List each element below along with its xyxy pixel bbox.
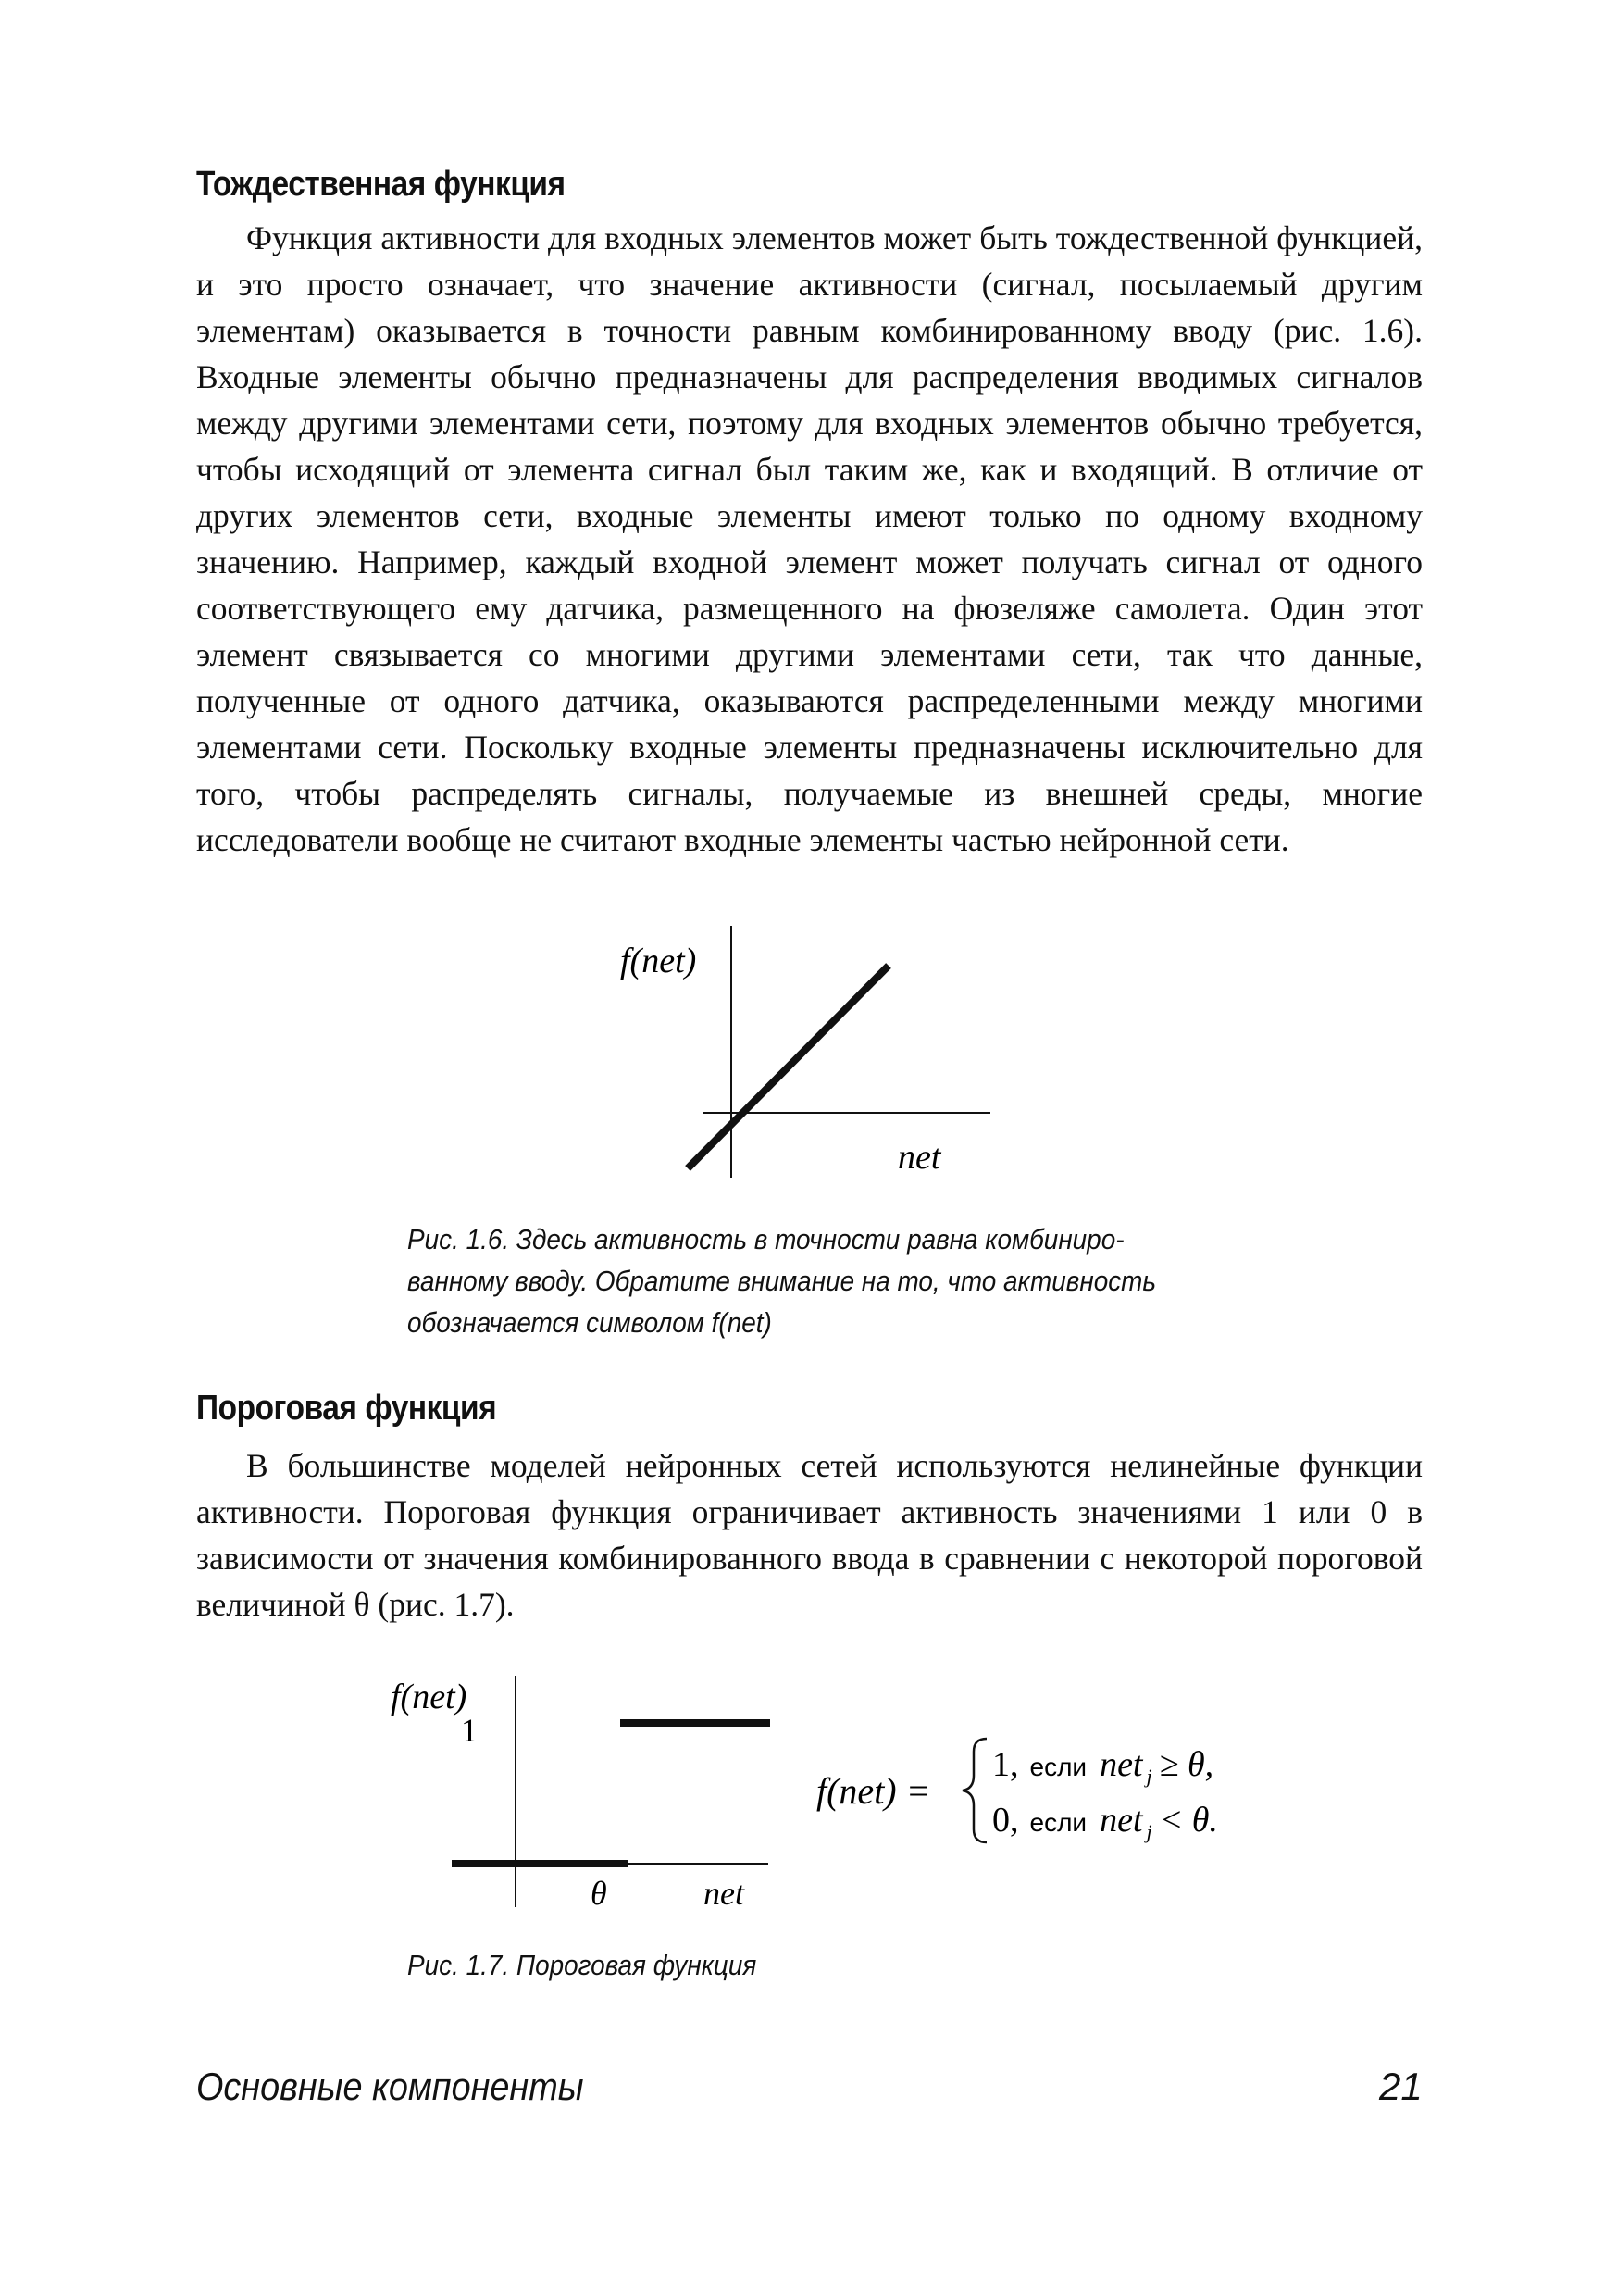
formula-case2 <box>992 1801 1218 1843</box>
x-axis-label: net <box>703 1875 744 1912</box>
section-heading-threshold: Пороговая функция <box>196 1389 497 1428</box>
paragraph-threshold-text: В большинстве моделей нейронных сетей используются нелинейные функции активности. Пороговая функция ограничивает активность значениями 1 или 0 в зависимости от значения комбинированного ввода в сравнении с некоторой пороговой величиной θ (рис. 1.7). <box>196 1447 1423 1623</box>
threshold-formula <box>815 1731 1250 1852</box>
case2-cond: net <box>1100 1801 1143 1840</box>
case2-sub: j <box>1146 1820 1152 1843</box>
y-axis-label: f(net) <box>391 1678 467 1716</box>
x-axis-label: net <box>898 1138 941 1177</box>
caption-line: Рис. 1.6. Здесь активность в точности равна комбиниро- <box>407 1223 1125 1255</box>
paragraph-identity <box>196 215 1423 863</box>
y-tick-label: 1 <box>461 1712 478 1749</box>
identity-line <box>688 966 889 1168</box>
caption-line: ванному вводу. Обратите внимание на то, что активность <box>407 1265 1157 1297</box>
page-number: 21 <box>1379 2065 1423 2108</box>
case1-cond: net <box>1100 1745 1143 1784</box>
case2-word: если <box>1029 1808 1088 1837</box>
figure-identity-caption <box>407 1218 1156 1343</box>
figure-identity-chart <box>592 926 1000 1204</box>
section-heading-identity: Тождественная функция <box>196 165 566 204</box>
figure-threshold-chart <box>370 1662 787 1921</box>
case1-word: если <box>1029 1753 1088 1781</box>
case1-value: 1, <box>992 1745 1019 1784</box>
formula-lhs: f(net) = <box>816 1770 931 1812</box>
x-tick-threshold: θ <box>591 1875 607 1912</box>
y-axis-label: f(net) <box>620 942 697 980</box>
formula-case1 <box>992 1745 1213 1788</box>
paragraph-identity-text: Функция активности для входных элементов может быть тождественной функцией, и это просто означает, что значение активности (сигнал, посылаемый другим элементам) оказывается в точности равным комбинированному вводу (рис. 1.6). Входные элементы обычно предназначены для распределения вводимых сигналов между другими элементами сети, поэтому для входных элементов обычно требуется, чтобы исходящий от элемента сигнал был таким же, как и входящий. В отличие от других элементов сети, входные элементы имеют только по одному входному значению. Например, каждый входной элемент может получать сигнал от одного соответствующего ему датчика, размещенного на фюзеляже самолета. Один этот элемент связывается со многими другими элементами сети, так что данные, полученные от одного датчика, оказываются распределенными между многими элементами сети. Поскольку входные элементы предназначены исключительно для того, чтобы распределять сигналы, получаемые из внешней среды, многие исследователи вообще не считают входные элементы частью нейронной сети. <box>196 219 1423 858</box>
paragraph-threshold <box>196 1442 1423 1628</box>
case2-value: 0, <box>992 1801 1019 1840</box>
running-footer-title: Основные компоненты <box>196 2065 584 2108</box>
case1-sub: j <box>1146 1765 1152 1788</box>
case2-rel: < θ. <box>1159 1801 1218 1840</box>
formula-brace <box>963 1739 987 1842</box>
figure-threshold-caption: Рис. 1.7. Пороговая функция <box>407 1949 757 1981</box>
case1-rel: ≥ θ, <box>1159 1745 1214 1784</box>
caption-line: обозначается символом f(net) <box>407 1306 772 1339</box>
